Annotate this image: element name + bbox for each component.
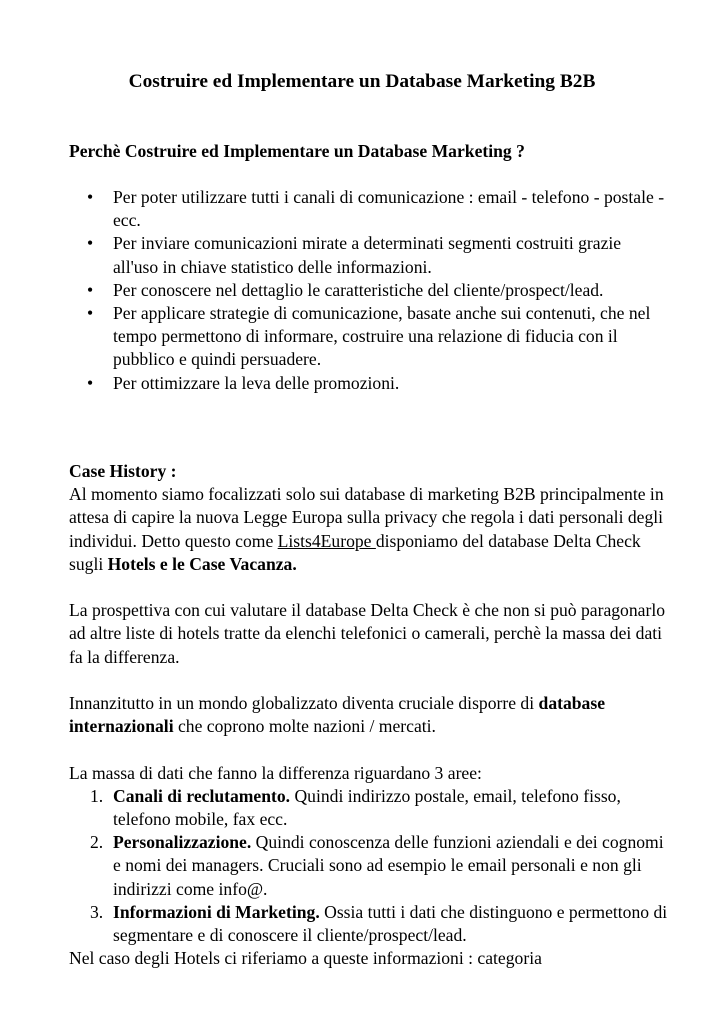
list-item: • Per applicare strategie di comunicazione, basate anche sui contenuti, che nel tempo permettono di informare, costruire una relazione di fiducia con il pubblico e quindi persuadere. — [69, 302, 669, 372]
paragraph-gap — [69, 738, 669, 761]
list-item: • Per inviare comunicazioni mirate a determinati segmenti costruiti grazie all'uso in chiave statistico delle informazioni. — [69, 232, 669, 278]
item-number: 2. — [90, 832, 104, 853]
areas-list — [69, 785, 669, 947]
intro-text: Al momento siamo focalizzati solo sui database di marketing B2B principalmente in attesa di capire la nuova Legge Europa sulla privacy che regola i dati personali degli individui. Detto questo come — [69, 484, 664, 551]
list-item: • Per poter utilizzare tutti i canali di comunicazione : email - telefono - postale - ecc. — [69, 186, 669, 232]
case-history-section — [69, 460, 669, 970]
item-number: 1. — [90, 785, 104, 806]
case-history-intro — [69, 483, 669, 576]
list-item: • Per ottimizzare la leva delle promozioni. — [69, 372, 669, 395]
document-title: Costruire ed Implementare un Database Marketing B2B — [128, 71, 596, 92]
item-bold: Canali di reclutamento. — [113, 785, 291, 806]
international-text: Innanzitutto in un mondo globalizzato diventa cruciale disporre di — [69, 693, 539, 713]
list-item — [69, 831, 669, 901]
paragraph-gap — [69, 669, 669, 692]
intro-text-continued: disponiamo del database Delta Check sugli — [69, 530, 641, 574]
lists4europe-link[interactable]: Lists4Europe — [277, 530, 376, 551]
list-item: • Per conoscere nel dettaglio le caratteristiche del cliente/prospect/lead. — [69, 279, 669, 302]
intro-bold-text: Hotels e le Case Vacanza. — [107, 553, 297, 574]
paragraph-gap — [69, 576, 669, 599]
item-text: Quindi indirizzo postale, email, telefono fisso, telefono mobile, fax ecc. — [113, 785, 621, 829]
item-bold: Informazioni di Marketing. — [113, 901, 320, 922]
closing-line: Nel caso degli Hotels ci riferiamo a queste informazioni : categoria — [69, 948, 542, 969]
why-heading: Perchè Costruire ed Implementare un Database Marketing ? — [69, 141, 525, 161]
item-number: 3. — [90, 901, 104, 922]
delta-check-paragraph: La prospettiva con cui valutare il database Delta Check è che non si può paragonarlo ad altre liste di hotels tratte da elenchi telefonici o camerali, perchè la massa dei dati fa la differenza. — [69, 600, 666, 667]
list-item — [69, 785, 669, 831]
item-text: Quindi conoscenza delle funzioni aziendali e dei cognomi e nomi dei managers. Cruciali sono ad esempio le email personali e non gli indirizzi come info@. — [113, 832, 664, 899]
international-text-end: che coprono molte nazioni / mercati. — [173, 716, 436, 737]
list-item — [69, 901, 669, 947]
item-bold: Personalizzazione. — [113, 832, 252, 853]
item-text: Ossia tutti i dati che distinguono e permettono di segmentare e di conoscere il cliente/prospect/lead. — [113, 901, 668, 946]
international-paragraph — [69, 692, 669, 738]
international-bold-text: database internazionali — [69, 693, 606, 737]
areas-intro: La massa di dati che fanno la differenza riguardano 3 aree: — [69, 762, 482, 783]
case-history-heading: Case History : — [69, 461, 177, 481]
benefits-list — [69, 186, 669, 395]
